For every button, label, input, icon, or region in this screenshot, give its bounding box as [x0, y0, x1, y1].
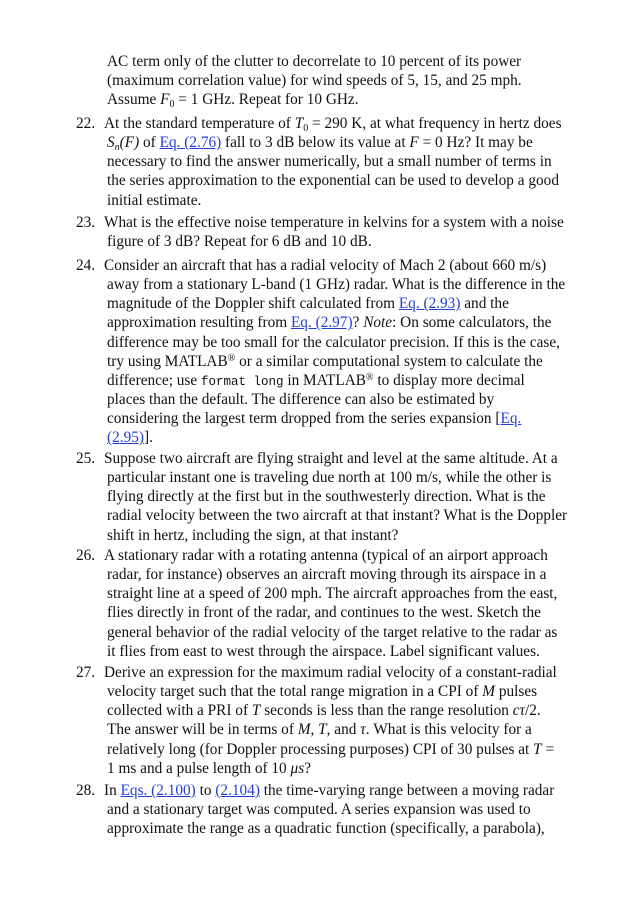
- problem-27: [76, 663, 582, 778]
- text-line: Suppose two aircraft are flying straight and level at the same altitude. At a: [104, 450, 558, 467]
- equation-link-2-95-continued[interactable]: (2.95): [107, 429, 144, 447]
- text-line: What is the effective noise temperature in kelvins for a system with a noise: [104, 214, 564, 231]
- text-line: 1 ms and a pulse length of 10 μs?: [107, 759, 311, 777]
- text-line: collected with a PRI of T seconds is less than the range resolution cτ/2.: [107, 702, 541, 720]
- text-line: AC term only of the clutter to decorrelate to 10 percent of its power: [107, 53, 522, 70]
- registered-mark: ®: [227, 352, 236, 364]
- code-snippet: format long: [201, 374, 284, 389]
- text-line: (2.95)].: [107, 429, 153, 447]
- text-line: In Eqs. (2.100) to (2.104) the time-varying range between a moving radar: [104, 782, 555, 799]
- text-line: flying directly at the first but in the southwesterly direction. What is the: [107, 488, 546, 506]
- text-line: straight line at a speed of 200 mph. The aircraft approaches from the east,: [107, 585, 558, 603]
- text-line: The answer will be in terms of M, T, and τ. What is this velocity for a: [107, 721, 532, 739]
- text-line: try using MATLAB® or a similar computational system to calculate the: [107, 352, 543, 370]
- equation-link-2-95[interactable]: Eq.: [500, 410, 522, 428]
- text-line: necessary to find the answer numerically, but a small number of terms in: [107, 153, 552, 171]
- text-line: away from a stationary L-band (1 GHz) radar. What is the difference in the: [107, 276, 566, 294]
- text-line: difference; use format long in MATLAB® to display more decimal: [107, 371, 525, 389]
- problem-25: [76, 449, 582, 545]
- problem-number: 22.: [76, 115, 96, 132]
- text-line: shift in hertz, including the sign, at that instant?: [107, 526, 399, 544]
- text-line: it flies from east to west through the airspace. Label significant values.: [107, 642, 540, 660]
- text-line: the series approximation to the exponential can be used to develop a good: [107, 172, 559, 190]
- problem-number: 23.: [76, 214, 96, 231]
- text-line: and a stationary target was computed. A series expansion was used to: [107, 801, 531, 819]
- text-line: places than the default. The difference can also be estimated by: [107, 390, 495, 408]
- problem-number: 27.: [76, 664, 96, 681]
- equation-link-2-100[interactable]: Eqs. (2.100): [120, 782, 196, 799]
- text-line: Consider an aircraft that has a radial velocity of Mach 2 (about 660 m/s): [104, 257, 547, 274]
- text-line: considering the largest term dropped from the series expansion [Eq.: [107, 410, 522, 428]
- text-line: Derive an expression for the maximum radial velocity of a constant-radial: [104, 664, 557, 681]
- problem-28: [76, 781, 582, 838]
- problem-24: [76, 256, 582, 447]
- problem-number: 24.: [76, 257, 96, 274]
- text-line: difference may be too small for the calculator precision. If this is the case,: [107, 333, 560, 351]
- text-line: flies directly in front of the radar, and continues to the west. Sketch the: [107, 604, 541, 622]
- problem-23: [76, 213, 582, 251]
- problem-26: [76, 546, 582, 661]
- text-line: At the standard temperature of $T_0 = 290$ K, at what frequency in hertz does: [104, 115, 562, 134]
- text-line: $S_n(F)$ of Eq. (2.76) fall to 3 dB below its value at F = 0 Hz? It may be: [107, 134, 533, 154]
- problem-number: 28.: [76, 782, 96, 799]
- text-line: A stationary radar with a rotating antenna (typical of an airport approach: [104, 547, 548, 564]
- problem-number: 25.: [76, 450, 96, 467]
- equation-link-2-93[interactable]: Eq. (2.93): [398, 295, 461, 313]
- text-line: figure of 3 dB? Repeat for 6 dB and 10 dB.: [107, 233, 372, 251]
- problem-number: 26.: [76, 547, 96, 564]
- equation-link-2-104[interactable]: (2.104): [215, 782, 260, 799]
- equation-link-2-97[interactable]: Eq. (2.97): [290, 314, 353, 332]
- text-line: radar, for instance) observes an aircraft moving through its airspace in a: [107, 566, 547, 584]
- text-line: particular instant one is traveling due north at 100 m/s, while the other is: [107, 469, 552, 487]
- text-line: (maximum correlation value) for wind speeds of 5, 15, and 25 mph.: [107, 72, 522, 90]
- text-line: initial estimate.: [107, 191, 202, 209]
- text-line: radial velocity between the two aircraft at that instant? What is the Doppler: [107, 507, 568, 525]
- text-line: velocity target such that the total range migration in a CPI of M pulses: [107, 683, 538, 701]
- text-line: magnitude of the Doppler shift calculated from Eq. (2.93) and the: [107, 295, 509, 313]
- text-line: approximation resulting from Eq. (2.97)? Note: On some calculators, the: [107, 314, 552, 332]
- text-line: approximate the range as a quadratic function (specifically, a parabola),: [107, 820, 545, 838]
- equation-link-2-76[interactable]: Eq. (2.76): [159, 134, 222, 152]
- problem-21-continuation: [107, 52, 582, 109]
- text-line: general behavior of the radial velocity of the target relative to the radar as: [107, 623, 558, 641]
- text-line: Assume $F_0 = 1$ GHz. Repeat for 10 GHz.: [107, 91, 359, 111]
- registered-mark: ®: [365, 371, 374, 383]
- text-line: relatively long (for Doppler processing purposes) CPI of 30 pulses at T =: [107, 740, 555, 758]
- problem-22: [76, 114, 582, 210]
